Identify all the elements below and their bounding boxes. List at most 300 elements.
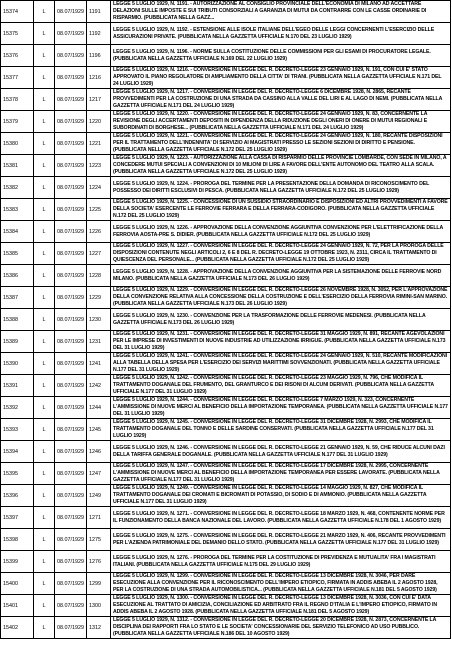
act-description	[111, 265, 451, 287]
act-date-text: 08.07/1929	[57, 470, 84, 477]
act-date-text: 08.07/1929	[57, 492, 84, 499]
act-type-text: L	[42, 470, 46, 477]
act-description-text: LEGGE 5 LUGLIO 1929, N. 1191. - AUTORIZZAZIONE AL CONSIGLIO PROVINCIALE DELL'ECONOMIA DI MILANO AD ACCETTARE DELAZIONI SULLE IMPOSTE E SUI TRIBUTI CONSORZIALI A GARANZIA DI MUTUI DA CONTRARRE CON LE CASSE ORDINARIE DI RISPARMIO. (PUBBLICATA NELLA GAZZ...	[113, 1, 427, 21]
act-number	[87, 617, 111, 639]
act-type-text: L	[42, 580, 46, 587]
act-description-text: LEGGE 5 LUGLIO 1929, N. 1247. - CONVERSIONE IN LEGGE DEL R. DECRETO-LEGGE 17 DICEMBRE 1928, N. 2995, CONCERNENTE L'AMMISSIONE DI NUOVE MERCI AL BENEFICIO DELLA IMPORTAZIONE TEMPORANEA PER ESSERE LAVORATE. (PUBBLICATA NELLA GAZZETTA UFFICIALE N.177 DEL 31 LUGLIO 1929)	[113, 463, 440, 483]
act-description-text: LEGGE 5 LUGLIO 1929, N. 1312. - CONVERSIONE IN LEGGE DEL R. DECRETO-LEGGE 20 DICEMBRE 1928, N. 2873, CONCERNENTE LA DISCIPLINA DEI RAPPORTI FRA LO STATO E LE SOCIETA' CONCESSIONARIE DEL SERVIZIO TELEFONICO AD USO PUBBLICO. (PUBBLICATA NELLA GAZZETTA UFFICIALE N.186 DEL 10 AGOSTO 1929)	[113, 617, 437, 637]
act-number	[87, 529, 111, 551]
record-number-text: 15387	[3, 294, 18, 301]
act-date	[55, 419, 87, 441]
act-description-text: LEGGE 5 LUGLIO 1929, N. 1249. - CONVERSIONE IN LEGGE DEL R. DECRETO-LEGGE 14 MAGGIO 1929, N. 827, CHE MODIFICA IL TRATTAMENTO DOGANALE DEI CROMATI E BICROMATI DI POTASSIO, DI SODIO E DI AMMONIO. (PUBBLICATA NELLA GAZZETTA UFFICIALE N.177 DEL 31 LUGLIO 1929)	[113, 485, 427, 505]
record-number	[1, 133, 34, 155]
table-row	[1, 177, 451, 199]
record-number	[1, 309, 34, 331]
act-number	[87, 133, 111, 155]
act-number-text: 1227	[89, 250, 101, 257]
act-number	[87, 45, 111, 67]
act-date-text: 08.07/1929	[57, 162, 84, 169]
act-number	[87, 243, 111, 265]
act-date-text: 08.07/1929	[57, 536, 84, 543]
act-date-text: 08.07/1929	[57, 30, 84, 37]
act-date	[55, 177, 87, 199]
act-description-text: LEGGE 5 LUGLIO 1929, N. 1225. - CONCESSIONE DI UN SUSSIDIO STRAORDINARIO E DISPOSIZIONI ED ALTRI PROVVEDIMENTI A FAVORE DELLA SOCIETA' ESERCENTE LE FERROVIE FERRARA E DELLA FERRARA-CODIGORO. (PUBBLICATA NELLA GAZZETTA UFFICIALE N.172 DEL 25 LUGLIO 1929)	[113, 199, 448, 219]
act-type-text: L	[42, 52, 46, 59]
act-description-text: LEGGE 5 LUGLIO 1929, N. 1300. - CONVERSIONE IN LEGGE DEL R. DECRETO-LEGGE 13 DICEMBRE 1928, N. 3036, CON CUI E' DATA ESECUZIONE AL TRATTATO DI AMICIZIA, CONCILIAZIONE ED ARBITRATO FRA IL REGNO D'ITALIA E L'IMPERO ETIOPICO, FIRMATO IN ADDIS ABEBA IL 2 AGOSTO 1928. (PUBBLICATA NELLA GAZZETTA UFFICIALE N.181 DEL 5 AGOSTO 1929)	[113, 595, 438, 615]
act-type	[34, 595, 55, 617]
record-number	[1, 485, 34, 507]
record-number	[1, 67, 34, 89]
act-date	[55, 133, 87, 155]
act-type	[34, 441, 55, 463]
act-type-text: L	[42, 492, 46, 499]
record-number	[1, 265, 34, 287]
act-date	[55, 595, 87, 617]
act-date-text: 08.07/1929	[57, 448, 84, 455]
act-number-text: 1230	[89, 316, 101, 323]
record-number	[1, 155, 34, 177]
act-number	[87, 595, 111, 617]
act-date-text: 08.07/1929	[57, 294, 84, 301]
table-row	[1, 595, 451, 617]
table-row	[1, 331, 451, 353]
act-number	[87, 353, 111, 375]
act-date-text: 08.07/1929	[57, 118, 84, 125]
act-date-text: 08.07/1929	[57, 206, 84, 213]
act-number	[87, 1, 111, 23]
act-date-text: 08.07/1929	[57, 52, 84, 59]
act-date	[55, 45, 87, 67]
act-description-text: LEGGE 5 LUGLIO 1929, N. 1241. - CONVERSIONE IN LEGGE DEL R. DECRETO-LEGGE 24 GENNAIO 1929, N. 510, RECANTE MODIFICAZIONI ALLA TABELLA DELLA SPESA PER L'ESERCIZIO DEI SERVIZI MARITTIMI SOVVENZIONATI. (PUBBLICATA NELLA GAZZETTA UFFICIALE N.177 DEL 31 LUGLIO 1929)	[113, 353, 448, 373]
act-number	[87, 111, 111, 133]
act-number	[87, 89, 111, 111]
act-description	[111, 573, 451, 595]
record-number	[1, 595, 34, 617]
act-number	[87, 485, 111, 507]
act-number	[87, 177, 111, 199]
act-number-text: 1226	[89, 228, 101, 235]
act-number-text: 1271	[89, 514, 101, 521]
record-number-text: 15393	[3, 426, 18, 433]
act-description-text: LEGGE 5 LUGLIO 1929, N. 1242. - CONVERSIONE IN LEGGE DEL R. DECRETO-LEGGE 23 MAGGIO 1929, N. 796, CHE MODIFICA IL TRATTAMENTO DOGANALE DEL FRUMENTO, DEL GRANTURCO E DEI RISONI DI ALCUNI DERIVATI. (PUBBLICATA NELLA GAZZETTA UFFICIALE N.177 DEL 31 LUGLIO 1929)	[113, 375, 434, 395]
act-type-text: L	[42, 404, 46, 411]
register-rows	[1, 1, 451, 639]
act-number	[87, 331, 111, 353]
record-number-text: 15375	[3, 30, 18, 37]
act-description	[111, 551, 451, 573]
act-type	[34, 551, 55, 573]
act-number-text: 1312	[89, 624, 101, 631]
act-number-text: 1299	[89, 580, 101, 587]
act-description	[111, 155, 451, 177]
act-description-text: LEGGE 5 LUGLIO 1929, N. 1220. - CONVERSIONE IN LEGGE DEL R. DECRETO-LEGGE 24 GENNAIO 1929, N. 83, CONCERNENTE LA REVISIONE DEGLI ACCERTAMENTI DEPOSITI IN DIPENDENZA DELLA RIDUZIONE DEGLI ONERI DI ONERE DI MUTUI REGIONALI E SUBORDINATI DI BORGHESE... (PUBBLICATA NELLA GAZZETTA UFFICIALE N.171 DEL 24 LUGLIO 1929)	[113, 111, 428, 131]
act-date-text: 08.07/1929	[57, 96, 84, 103]
act-type-text: L	[42, 162, 46, 169]
act-number-text: 1217	[89, 96, 101, 103]
act-number-text: 1216	[89, 74, 101, 81]
act-number	[87, 397, 111, 419]
act-type-text: L	[42, 448, 46, 455]
table-row	[1, 375, 451, 397]
act-date	[55, 617, 87, 639]
act-number	[87, 23, 111, 45]
act-number	[87, 265, 111, 287]
act-description-text: LEGGE 5 LUGLIO 1929, N. 1271. - CONVERSIONE IN LEGGE DEL R. DECRETO-LEGGE 18 MARZO 1929, N. 468, CONTENENTE NORME PER IL FUNZIONAMENTO DELLA BANCA NAZIONALE DEL LAVORO. (PUBBLICATA NELLA GAZZETTA UFFICIALE N.178 DEL 1 AGOSTO 1929)	[113, 510, 445, 524]
act-date	[55, 485, 87, 507]
table-row	[1, 23, 451, 45]
record-number-text: 15380	[3, 140, 18, 147]
act-date	[55, 287, 87, 309]
act-description-text: LEGGE 5 LUGLIO 1929, N. 1228. - APPROVAZIONE DELLA CONVENZIONE AGGIUNTIVA PER LA SISTEMAZIONE DELLE FERROVIE NORD MILANO. (PUBBLICATA NELLA GAZZETTA UFFICIALE N.173 DEL 26 LUGLIO 1929)	[113, 268, 442, 282]
table-row	[1, 243, 451, 265]
act-date	[55, 441, 87, 463]
act-type	[34, 67, 55, 89]
act-type-text: L	[42, 228, 46, 235]
act-type-text: L	[42, 382, 46, 389]
act-type-text: L	[42, 558, 46, 565]
table-row	[1, 309, 451, 331]
act-type	[34, 397, 55, 419]
act-description	[111, 1, 451, 23]
act-date	[55, 309, 87, 331]
act-description	[111, 375, 451, 397]
act-date-text: 08.07/1929	[57, 272, 84, 279]
table-row	[1, 89, 451, 111]
act-number-text: 1191	[89, 8, 101, 15]
act-date	[55, 331, 87, 353]
act-description-text: LEGGE 5 LUGLIO 1929, N. 1275. - CONVERSIONE IN LEGGE DEL R. DECRETO-LEGGE 21 MARZO 1929, N. 406, RECANTE PROVVEDIMENTI PER L'AZIENDA PATRIMONIALE DEL DEMANIO DELLO STATO. (PUBBLICATA NELLA GAZZETTA UFFICIALE N.177 DEL 31 LUGLIO 1929)	[113, 532, 446, 546]
table-row	[1, 463, 451, 485]
record-number	[1, 441, 34, 463]
act-type-text: L	[42, 140, 46, 147]
act-date	[55, 67, 87, 89]
act-type	[34, 221, 55, 243]
act-date-text: 08.07/1929	[57, 360, 84, 367]
act-number-text: 1244	[89, 404, 101, 411]
act-type	[34, 617, 55, 639]
act-number-text: 1225	[89, 206, 101, 213]
record-number	[1, 1, 34, 23]
act-number-text: 1220	[89, 118, 101, 125]
record-number-text: 15395	[3, 470, 18, 477]
act-date	[55, 265, 87, 287]
record-number	[1, 243, 34, 265]
record-number-text: 15399	[3, 558, 18, 565]
act-date-text: 08.07/1929	[57, 140, 84, 147]
act-type	[34, 463, 55, 485]
act-description-text: LEGGE 5 LUGLIO 1929, N. 1246. - CONVERSIONE IN LEGGE DEL R. DECRETO-LEGGE 21 GENNAIO 1929, N. 59, CHE RIDUCE ALCUNI DAZI DELLA TARIFFA GENERALE DOGANALE. (PUBBLICATA NELLA GAZZETTA UFFICIALE N.177 DEL 31 LUGLIO 1929)	[113, 444, 445, 458]
act-type-text: L	[42, 206, 46, 213]
act-description-text: LEGGE 5 LUGLIO 1929, N. 1224. - PROROGA DEL TERMINE PER LA PRESENTAZIONE DELLA DOMANDA DI RICONOSCIMENTO DEL POSSESSO DEI DIRITTI ESCLUSIVI DI PESCA. (PUBBLICATA NELLA GAZZETTA UFFICIALE N.172 DEL 25 LUGLIO 1929)	[113, 180, 430, 194]
act-description-text: LEGGE 5 LUGLIO 1929, N. 1196. - NORME SULLA COSTITUZIONE DELLE COMMISSIONI PER GLI ESAMI DI PROCURATORE LEGALE. (PUBBLICATA NELLA GAZZETTA UFFICIALE N.169 DEL 22 LUGLIO 1929)	[113, 48, 431, 62]
act-type	[34, 573, 55, 595]
record-number-text: 15392	[3, 404, 18, 411]
act-description	[111, 111, 451, 133]
record-number	[1, 617, 34, 639]
act-date-text: 08.07/1929	[57, 228, 84, 235]
record-number-text: 15382	[3, 184, 18, 191]
act-number	[87, 573, 111, 595]
record-number-text: 15396	[3, 492, 18, 499]
act-number	[87, 441, 111, 463]
table-row	[1, 485, 451, 507]
act-description-text: LEGGE 5 LUGLIO 1929, N. 1231. - CONVERSIONE IN LEGGE DEL R. DECRETO-LEGGE 31 MAGGIO 1929, N. 891, RECANTE AGEVOLAZIONI PER LE IMPRESE DI INVESTIMENTI DI NUOVE INDUSTRIE AD UTILIZZAZIONE IRRIGUE. (PUBBLICATA NELLA GAZZETTA UFFICIALE N.173 DEL 31 LUGLIO 1929)	[113, 331, 446, 351]
act-description	[111, 221, 451, 243]
act-description	[111, 507, 451, 529]
record-number-text: 15390	[3, 360, 18, 367]
act-type-text: L	[42, 514, 46, 521]
record-number-text: 15397	[3, 514, 18, 521]
record-number	[1, 507, 34, 529]
act-type	[34, 419, 55, 441]
act-type	[34, 353, 55, 375]
act-description-text: LEGGE 5 LUGLIO 1929, N. 1227. - CONVERSIONE IN LEGGE DEL R. DECRETO-LEGGE 24 GENNAIO 1929, N. 72, PER LA PROROGA DELLE DISPOSIZIONI CONTENUTE NEGLI ARTICOLI 2, 6 E 8 DEL R. DECRETO-LEGGE 19 OTTOBRE 1923, N. 2311, CIRCA IL TRATTAMENTO DI QUIESCENZA DEL PERSONALE... (PUBBLICATA NELLA GAZZETTA UFFICIALE N.172 DEL 25 LUGLIO 1929)	[113, 243, 444, 263]
record-number-text: 15400	[3, 580, 18, 587]
act-number-text: 1241	[89, 360, 101, 367]
table-row	[1, 529, 451, 551]
act-date-text: 08.07/1929	[57, 338, 84, 345]
record-number-text: 15384	[3, 228, 18, 235]
act-type-text: L	[42, 602, 46, 609]
act-type-text: L	[42, 184, 46, 191]
table-row	[1, 199, 451, 221]
act-description	[111, 89, 451, 111]
record-number-text: 15389	[3, 338, 18, 345]
act-number-text: 1221	[89, 140, 101, 147]
table-row	[1, 617, 451, 639]
act-date-text: 08.07/1929	[57, 624, 84, 631]
act-number-text: 1196	[89, 52, 101, 59]
act-number-text: 1276	[89, 558, 101, 565]
act-date-text: 08.07/1929	[57, 514, 84, 521]
record-number	[1, 375, 34, 397]
act-number-text: 1300	[89, 602, 101, 609]
record-number	[1, 111, 34, 133]
record-number	[1, 331, 34, 353]
act-date	[55, 463, 87, 485]
act-date	[55, 221, 87, 243]
table-row	[1, 111, 451, 133]
act-type	[34, 507, 55, 529]
act-description	[111, 617, 451, 639]
table-row	[1, 573, 451, 595]
act-description	[111, 529, 451, 551]
record-number-text: 15394	[3, 448, 18, 455]
record-number	[1, 287, 34, 309]
act-type-text: L	[42, 74, 46, 81]
act-date-text: 08.07/1929	[57, 426, 84, 433]
act-date-text: 08.07/1929	[57, 74, 84, 81]
act-number-text: 1246	[89, 448, 101, 455]
record-number	[1, 397, 34, 419]
act-date	[55, 573, 87, 595]
act-type	[34, 265, 55, 287]
record-number	[1, 551, 34, 573]
table-row	[1, 353, 451, 375]
act-description	[111, 463, 451, 485]
act-date	[55, 243, 87, 265]
act-type	[34, 89, 55, 111]
act-number	[87, 287, 111, 309]
act-date-text: 08.07/1929	[57, 250, 84, 257]
record-number-text: 15402	[3, 624, 18, 631]
act-description	[111, 309, 451, 331]
act-number	[87, 419, 111, 441]
act-description	[111, 331, 451, 353]
act-type	[34, 133, 55, 155]
act-date	[55, 23, 87, 45]
record-number-text: 15378	[3, 96, 18, 103]
act-description-text: LEGGE 5 LUGLIO 1929, N. 1276. - PROROGA DEL TERMINE PER LA COSTITUZIONE DI PREVIDENZA E MUTUALITA' FRA I MAGISTRATI ITALIANI. (PUBBLICATA NELLA GAZZETTA UFFICIALE N.175 DEL 29 LUGLIO 1929)	[113, 554, 436, 568]
act-type-text: L	[42, 360, 46, 367]
table-row	[1, 1, 451, 23]
act-description	[111, 45, 451, 67]
act-description-text: LEGGE 5 LUGLIO 1929, N. 1230. - CONVENZIONE PER LA TRASFORMAZIONE DELLE FERROVIE MEDENESI. (PUBBLICATA NELLA GAZZETTA UFFICIALE N.173 DEL 26 LUGLIO 1929)	[113, 312, 426, 326]
act-date	[55, 353, 87, 375]
act-type-text: L	[42, 272, 46, 279]
act-type	[34, 485, 55, 507]
record-number	[1, 573, 34, 595]
act-date-text: 08.07/1929	[57, 382, 84, 389]
act-description	[111, 287, 451, 309]
act-date-text: 08.07/1929	[57, 602, 84, 609]
act-date	[55, 375, 87, 397]
act-type-text: L	[42, 96, 46, 103]
act-number	[87, 155, 111, 177]
act-description	[111, 485, 451, 507]
table-row	[1, 419, 451, 441]
act-type	[34, 331, 55, 353]
act-type-text: L	[42, 426, 46, 433]
act-number	[87, 507, 111, 529]
record-number-text: 15401	[3, 602, 18, 609]
act-description	[111, 199, 451, 221]
act-date	[55, 155, 87, 177]
act-description-text: LEGGE 5 LUGLIO 1929, N. 1216. - CONVERSIONE IN LEGGE DEL R. DECRETO-LEGGE 23 GENNAIO 1929, N. 191, CON CUI E' STATO APPROVATO IL PIANO REGOLATORE DI AMPLIAMENTO DELLA CITTA' DI TRANI. (PUBBLICATA NELLA GAZZETTA UFFICIALE N.171 DEL 24 LUGLIO 1929)	[113, 67, 442, 87]
table-row	[1, 507, 451, 529]
record-number	[1, 353, 34, 375]
act-type	[34, 177, 55, 199]
record-number-text: 15376	[3, 52, 18, 59]
act-description	[111, 595, 451, 617]
act-description	[111, 243, 451, 265]
act-number-text: 1247	[89, 470, 101, 477]
act-type	[34, 111, 55, 133]
act-description	[111, 441, 451, 463]
record-number-text: 15374	[3, 8, 18, 15]
act-date-text: 08.07/1929	[57, 316, 84, 323]
record-number	[1, 45, 34, 67]
act-type	[34, 243, 55, 265]
act-description	[111, 23, 451, 45]
act-type-text: L	[42, 8, 46, 15]
act-type-text: L	[42, 250, 46, 257]
act-type	[34, 375, 55, 397]
act-description-text: LEGGE 5 LUGLIO 1929, N. 1229. - CONVERSIONE IN LEGGE DEL R. DECRETO-LEGGE 26 NOVEMBRE 1928, N. 3052, PER L'APPROVAZIONE DELLA CONVENZIONE RELATIVA ALLA CONCESSIONE DELLA COSTRUZIONE E DELL'ESERCIZIO DELLA FERROVIA RIMINI-SAN MARINO. (PUBBLICATA NELLA GAZZETTA UFFICIALE N.173 DEL 26 LUGLIO 1929)	[113, 287, 448, 307]
table-row	[1, 287, 451, 309]
record-number-text: 15381	[3, 162, 18, 169]
act-date	[55, 551, 87, 573]
table-row	[1, 441, 451, 463]
act-description	[111, 353, 451, 375]
record-number	[1, 23, 34, 45]
act-description-text: LEGGE 5 LUGLIO 1929, N. 1226. - APPROVAZIONE DELLA CONVENZIONE AGGIUNTIVA CONVENZIONE PER L'ELETTRIFICAZIONE DELLA FERROVIA AOSTA-PRE S. DIDIER. (PUBBLICATA NELLA GAZZETTA UFFICIALE N.172 DEL 25 LUGLIO 1929)	[113, 224, 443, 238]
act-number	[87, 375, 111, 397]
act-type	[34, 155, 55, 177]
act-date-text: 08.07/1929	[57, 404, 84, 411]
record-number-text: 15386	[3, 272, 18, 279]
act-description	[111, 67, 451, 89]
record-number	[1, 89, 34, 111]
act-description	[111, 397, 451, 419]
record-number	[1, 221, 34, 243]
act-description-text: LEGGE 5 LUGLIO 1929, N. 1245. - CONVERSIONE IN LEGGE DEL R. DECRETO-LEGGE 31 DICEMBRE 1928, N. 2993, CHE MODIFICA IL TRATTAMENTO DOGANALE DEL TONNO E DELLE SARDINE CONSERVATI. (PUBBLICATA NELLA GAZZETTA UFFICIALE N.177 DEL 31 LUGLIO 1929)	[113, 419, 434, 439]
record-number-text: 15377	[3, 74, 18, 81]
act-type-text: L	[42, 316, 46, 323]
act-date	[55, 1, 87, 23]
act-number-text: 1223	[89, 162, 101, 169]
record-number-text: 15398	[3, 536, 18, 543]
record-number	[1, 177, 34, 199]
table-row	[1, 221, 451, 243]
act-description-text: LEGGE 5 LUGLIO 1929, N. 1223. - AUTORIZZAZIONE ALLA CASSA DI RISPARMIO DELLE PROVINCIE LOMBARDE, CON SEDE IN MILANO, A CONCEDERE MUTUI SPECIALI A CONVENZIONI DI 10 MILIONI DI LIRE A FAVORE DELL'ENTE AUTONOMO DEL TEATRO ALLA SCALA. (PUBBLICATA NELLA GAZZETTA UFFICIALE N.172 DEL 25 LUGLIO 1929)	[113, 155, 447, 175]
record-number-text: 15379	[3, 118, 18, 125]
act-date-text: 08.07/1929	[57, 184, 84, 191]
act-type-text: L	[42, 338, 46, 345]
table-row	[1, 155, 451, 177]
act-date-text: 08.07/1929	[57, 8, 84, 15]
act-description	[111, 177, 451, 199]
act-date-text: 08.07/1929	[57, 580, 84, 587]
record-number-text: 15391	[3, 382, 18, 389]
act-number-text: 1245	[89, 426, 101, 433]
record-number	[1, 419, 34, 441]
act-type	[34, 23, 55, 45]
act-number-text: 1192	[89, 30, 101, 37]
act-date	[55, 507, 87, 529]
act-number-text: 1224	[89, 184, 101, 191]
table-row	[1, 67, 451, 89]
act-date	[55, 529, 87, 551]
act-type-text: L	[42, 30, 46, 37]
act-type	[34, 287, 55, 309]
record-number	[1, 463, 34, 485]
act-date	[55, 397, 87, 419]
act-type	[34, 1, 55, 23]
table-row	[1, 551, 451, 573]
act-type-text: L	[42, 118, 46, 125]
act-type-text: L	[42, 294, 46, 301]
record-number	[1, 529, 34, 551]
record-number-text: 15388	[3, 316, 18, 323]
act-type	[34, 199, 55, 221]
act-number-text: 1242	[89, 382, 101, 389]
table-row	[1, 265, 451, 287]
act-number	[87, 199, 111, 221]
table-row	[1, 45, 451, 67]
act-description	[111, 133, 451, 155]
act-description-text: LEGGE 5 LUGLIO 1929, N. 1217. - CONVERSIONE IN LEGGE DEL R. DECRETO-LEGGE 6 DICEMBRE 1928, N. 2865, RECANTE PROVVEDIMENTI PER LA COSTRUZIONE DI UNA STRADA DA CASSINO ALLA VALLE DEL LIRI E AL LAGO DI NEMI. (PUBBLICATA NELLA GAZZETTA UFFICIALE N.171 DEL 24 LUGLIO 1929)	[113, 89, 443, 109]
act-number-text: 1249	[89, 492, 101, 499]
act-number-text: 1228	[89, 272, 101, 279]
record-number-text: 15385	[3, 250, 18, 257]
record-number-text: 15383	[3, 206, 18, 213]
act-description-text: LEGGE 5 LUGLIO 1929, N. 1221. - CONVERSIONE IN LEGGE DEL R. DECRETO-LEGGE 24 GENNAIO 1929, N. 180, RECANTE DISPOSIZIONI PER IL TRATTAMENTO DELL'INDENNITA' DI SERVIZIO AI MAGISTRATI PRESSO LE SEZIONI SEZIONI DI DIRITTO E PENSIONE. (PUBBLICATA NELLA GAZZETTA UFFICIALE N.172 DEL 25 LUGLIO 1929)	[113, 133, 443, 153]
act-number	[87, 463, 111, 485]
table-row	[1, 397, 451, 419]
act-description	[111, 419, 451, 441]
act-number-text: 1231	[89, 338, 101, 345]
